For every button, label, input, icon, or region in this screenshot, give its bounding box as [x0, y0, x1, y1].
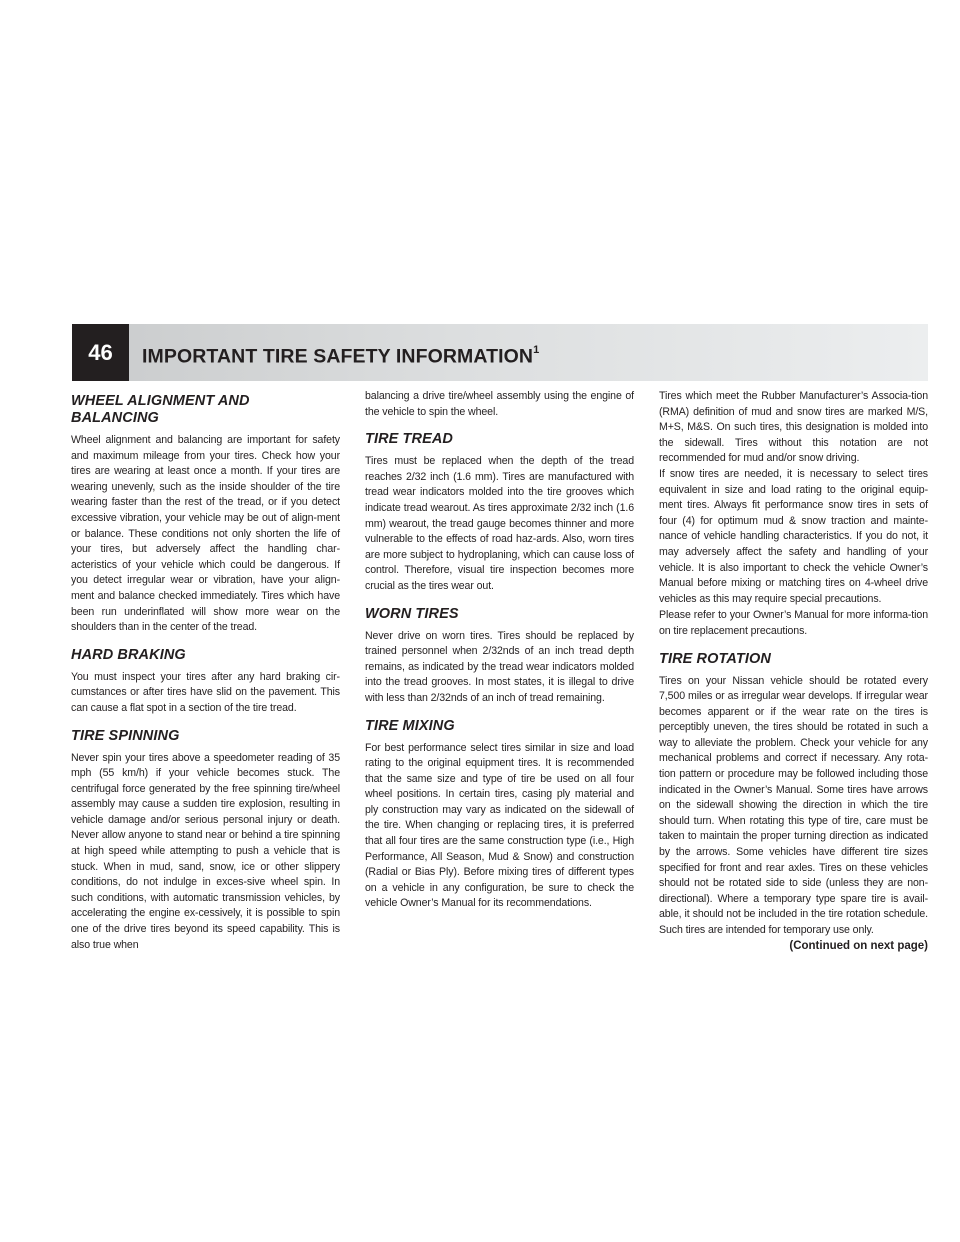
heading-tire-tread: TIRE TREAD: [365, 431, 453, 448]
heading-tire-mixing: TIRE MIXING: [365, 717, 455, 734]
paragraph-hard-braking: You must inspect your tires after any hard braking cir-cumstances or after tires have slid on the pavement. This can cause a flat spot in a section of the tire tread.: [71, 670, 340, 714]
paragraph-tire-mixing: For best performance select tires similar in size and load rating to the original equipment tires. It is recommended that the same size and type of tire be used on all four wheel positions. In certain tires, casing ply material and ply construction may vary as indicated on the sidewall of the tire. When changing or replacing tires, it is preferred that all four tires are the same construction type (i.e., High Performance, All Season, Mud & Snow) and construction (Radial or Bias Ply). Before mixing tires of different types on a vehicle in any configuration, be sure to check the vehicle Owner’s Manual for its recommendations.: [365, 741, 634, 910]
heading-hard-braking: HARD BRAKING: [71, 646, 186, 663]
column-1: [71, 389, 340, 953]
footnote-marker: 1: [533, 344, 540, 356]
paragraph-mud-snow-3: Please refer to your Owner’s Manual for more informa-tion on tire replacement precautions.: [659, 609, 928, 637]
paragraph-mud-snow-1: Tires which meet the Rubber Manufacturer’s Associa-tion (RMA) definition of mud and snow tires are marked M/S, M+S, M&S. On such tires, this designation is molded into the sidewall. Tires without this notation are not recommended for mud and/or snow driving.: [659, 390, 928, 465]
page-number: 46: [72, 324, 129, 381]
paragraph-mud-snow-2: If snow tires are needed, it is necessary to select tires equivalent in size and load rating to the original equip-ment tires. Always fit performance snow tires in sets of four (4) for optimum mud & snow traction and mainte-nance of vehicle handling characteristics. If you do not, it may adversely affect the safety and handling of your vehicle. It is also important to check the vehicle Owner’s Manual before mixing or matching tires on 4-wheel drive vehicles as this may require special precautions.: [659, 467, 928, 605]
section-title-text: IMPORTANT TIRE SAFETY INFORMATION: [142, 345, 534, 368]
paragraph-worn-tires: Never drive on worn tires. Tires should be replaced by trained personnel when 2/32nds of an inch tread depth remains, as indicated by the tread wear indicators molded into the tread grooves. In most states, it is illegal to drive with less than 2/32nds of an inch of tread remaining.: [365, 629, 634, 704]
continued-note: (Continued on next page): [789, 939, 928, 952]
paragraph-tire-spinning-continued: balancing a drive tire/wheel assembly using the engine of the vehicle to spin the wheel.: [365, 390, 634, 418]
paragraph-tire-tread: Tires must be replaced when the depth of the tread reaches 2/32 inch (1.6 mm). Tires are manufactured with tread wear indicators molded into the tire grooves which indicate tread wearout. As tires approximate 2/32 inch (1.6 mm) wearout, the tread gauge becomes thinner and more vulnerable to the effects of road haz-ards. Also, worn tires are more subject to hydroplaning, which can cause loss of control. Therefore, visual tire inspection becomes more crucial as the tires wear out.: [365, 455, 634, 592]
heading-tire-rotation: TIRE ROTATION: [659, 650, 771, 667]
paragraph-tire-spinning: Never spin your tires above a speedometer reading of 35 mph (55 km/h) if your vehicle becomes stuck. The centrifugal force generated by the free spinning tire/wheel assembly may cause a sudden tire explosion, resulting in vehicle damage and/or serious personal injury or death. Never allow anyone to stand near or behind a tire spinning at high speed while attempting to push a vehicle that is stuck. When in mud, sand, snow, ice or other slippery conditions, do not indulge in exces-sive wheel spin. In such conditions, with automatic transmission vehicles, by accelerating the engine ex-cessively, it is possible to spin one of the drive tires beyond its speed capability. This is also true when: [71, 751, 340, 951]
page-header: [72, 324, 928, 381]
paragraph-tire-rotation: Tires on your Nissan vehicle should be rotated every 7,500 miles or as irregular wear develops. If irregular wear becomes apparent or if the wear rate on the tires is perceptibly uneven, the tires should be rotated in such a way to alleviate the problem. Check your vehicle for any mechanical problems and correct if necessary. Any rota-tion pattern or procedure may be followed including those indicated in the Owner’s Manual. Some tires have arrows on the sidewall showing the direction in which the tire should turn. When rotating this type of tire, care must be taken to maintain the proper turning direction as indicated by the arrows. Some vehicles have different tire sizes specified for front and rear axles. Tires on these vehicles should not be rotated side to side (unless they are non-directional). Where a temporary type spare tire is avail-able, it should not be included in the tire rotation schedule. Such tires are intended for temporary use only.: [659, 674, 928, 936]
column-3: [659, 389, 928, 952]
paragraph-wheel-alignment: Wheel alignment and balancing are important for safety and maximum mileage from your tires. Check how your tires are wearing at least once a month. If your tires are wearing unevenly, such as the inside shoulder of the tire wearing faster than the rest of the tread, or if you detect excessive vibration, your vehicle may be out of align-ment or balance. These conditions not only shorten the life of your tires, but adversely affect the handling char-acteristics of your vehicle which could be dangerous. If you detect irregular wear or vibration, have your align-ment and balance checked immediately. Tires which have been run underinflated will show more wear on the shoulders than in the center of the tread.: [71, 434, 340, 634]
heading-wheel-alignment: WHEEL ALIGNMENT AND BALANCING: [71, 393, 250, 426]
heading-worn-tires: WORN TIRES: [365, 605, 459, 622]
column-2: [365, 389, 634, 912]
heading-tire-spinning: TIRE SPINNING: [71, 727, 180, 744]
section-title: [142, 324, 539, 381]
